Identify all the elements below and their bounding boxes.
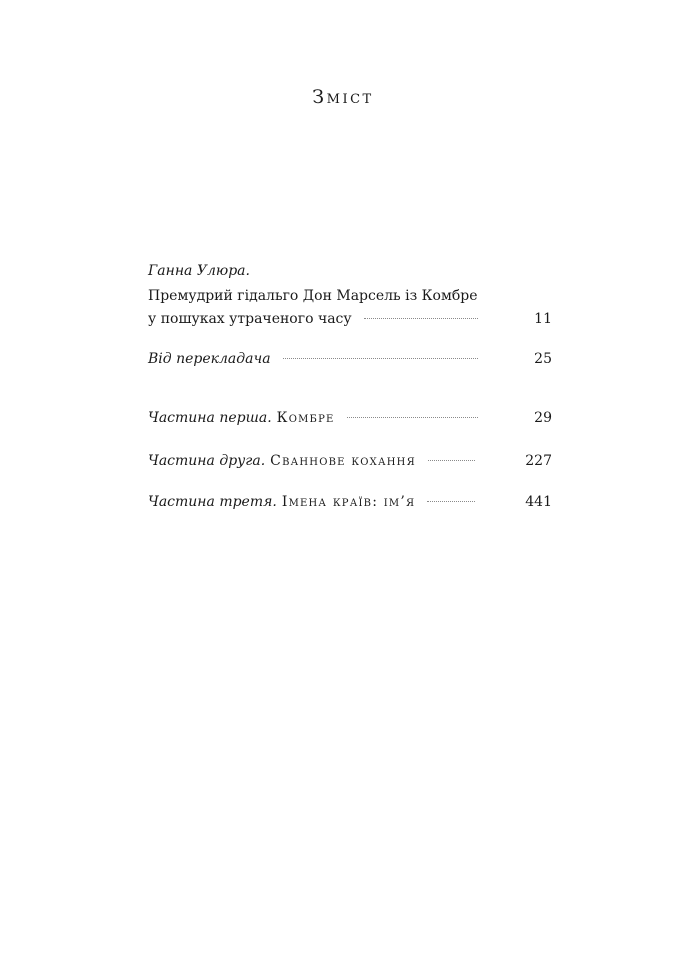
page-number: 11 — [534, 311, 552, 327]
toc-entry-author: Ганна Улюра. — [148, 263, 250, 279]
toc-entry-title-line: Премудрий гідальго Дон Марсель із Комбре — [148, 288, 478, 304]
toc-entry-part: Частина третя. — [148, 494, 277, 510]
toc-entry-title: Сваннове кохання — [270, 453, 416, 469]
toc-entry-part: Частина перша. — [148, 410, 272, 426]
toc-entry-title: Від перекладача — [148, 351, 271, 367]
dot-leader — [347, 417, 478, 418]
toc-entry-row[interactable] — [148, 349, 552, 369]
page-number: 25 — [534, 351, 552, 367]
toc-entry-row[interactable] — [148, 309, 552, 329]
toc-entry-title: Комбре — [276, 410, 335, 426]
page-number: 29 — [534, 410, 552, 426]
page-number: 441 — [525, 494, 552, 510]
dot-leader — [364, 318, 478, 319]
dot-leader — [428, 460, 475, 461]
page-number: 227 — [525, 453, 552, 469]
page-title: Зміст — [312, 86, 374, 108]
toc-entry-row[interactable] — [148, 408, 552, 428]
toc-entry-row[interactable] — [148, 492, 552, 512]
toc-entry-title: Імена країв: ім’я — [281, 494, 416, 510]
dot-leader — [283, 358, 478, 359]
toc-entry-part: Частина друга. — [148, 453, 266, 469]
dot-leader — [427, 501, 475, 502]
toc-entry-title-line: у пошуках утраченого часу — [148, 311, 352, 327]
toc-entry-row[interactable] — [148, 451, 552, 471]
